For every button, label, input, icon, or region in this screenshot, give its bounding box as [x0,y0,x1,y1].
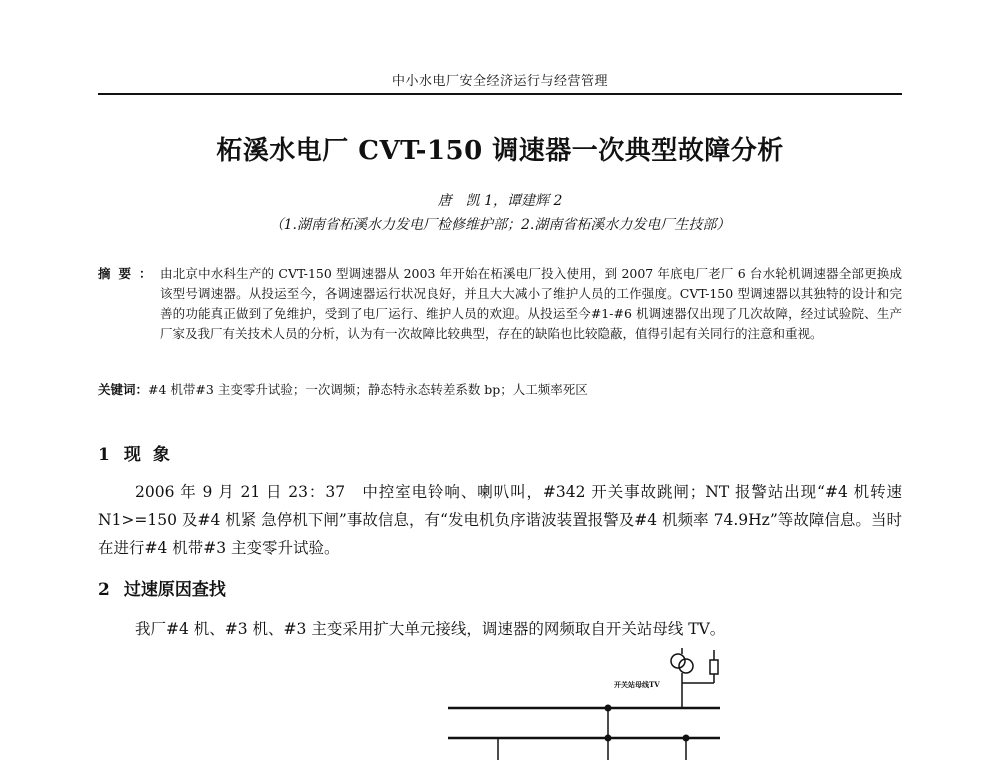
abstract-text: 由北京中水科生产的 CVT-150 型调速器从 2003 年开始在柘溪电厂投入使用，到 2007 年底电厂老厂 6 台水轮机调速器全部更换成该型号调速器。从投运至今，各调速器运行状况良好，并且大大减小了维护人员的工作强度。CVT-150 型调速器以其独特的设计和完善的功能真正做到了免维护，受到了电厂运行、维护人员的欢迎。从投运至今#1-#6 机调速器仅出现了几次故障，经过试验院、生产厂家及我厂有关技术人员的分析，认为有一次故障比较典型，存在的缺陷也比较隐蔽，值得引起有关同行的注意和重视。 [160,266,902,341]
section-2-heading [98,575,226,600]
authors: 唐 凯 1，谭建辉 2 [437,193,563,209]
section-1-number: 1 [98,445,110,465]
section-2-title: 过速原因查找 [123,580,226,600]
bus-node-3 [683,735,690,742]
running-header: 中小水电厂安全经济运行与经营管理 [391,74,608,89]
section-1-heading [98,440,182,465]
keywords-label: 关键词： [98,382,149,397]
tv-transformer-coil-b [679,659,693,673]
section-1-title: 现象 [123,445,182,465]
bus-node-2 [605,735,612,742]
keywords [98,380,902,400]
keywords-text: #4 机带#3 主变零升试验；一次调频；静态特永态转差系数 bp；人工频率死区 [148,382,588,397]
abstract [98,264,902,344]
section-2-paragraph: 我厂#4 机、#3 机、#3 主变采用扩大单元接线，调速器的网频取自开关站母线 TV。 [135,620,726,638]
bus-node-1 [605,705,612,712]
header-rule [98,93,902,95]
paper-title: 柘溪水电厂 CVT-150 调速器一次典型故障分析 [216,136,784,166]
affiliations: （1.湖南省柘溪水力发电厂检修维护部；2.湖南省柘溪水力发电厂生技部） [269,217,731,233]
arrester [710,660,718,674]
section-1-paragraph: 2006 年 9 月 21 日 23：37 中控室电铃响、喇叭叫，#342 开关事故跳闸；NT 报警站出现“#4 机转速 N1>=150 及#4 机紧 急停机下闸”事故信息，有“发电机负序谐波装置报警及#4 机频率 74.9Hz”等故障信息。当时在进行#4 机带#3 主变零升试验。 [98,483,902,557]
diagram-label: 开关站母线TV [614,680,660,689]
wiring-diagram [420,645,720,760]
tv-transformer-coil-a [671,654,685,668]
section-2-number: 2 [98,580,110,600]
abstract-label: 摘要： [98,266,160,281]
